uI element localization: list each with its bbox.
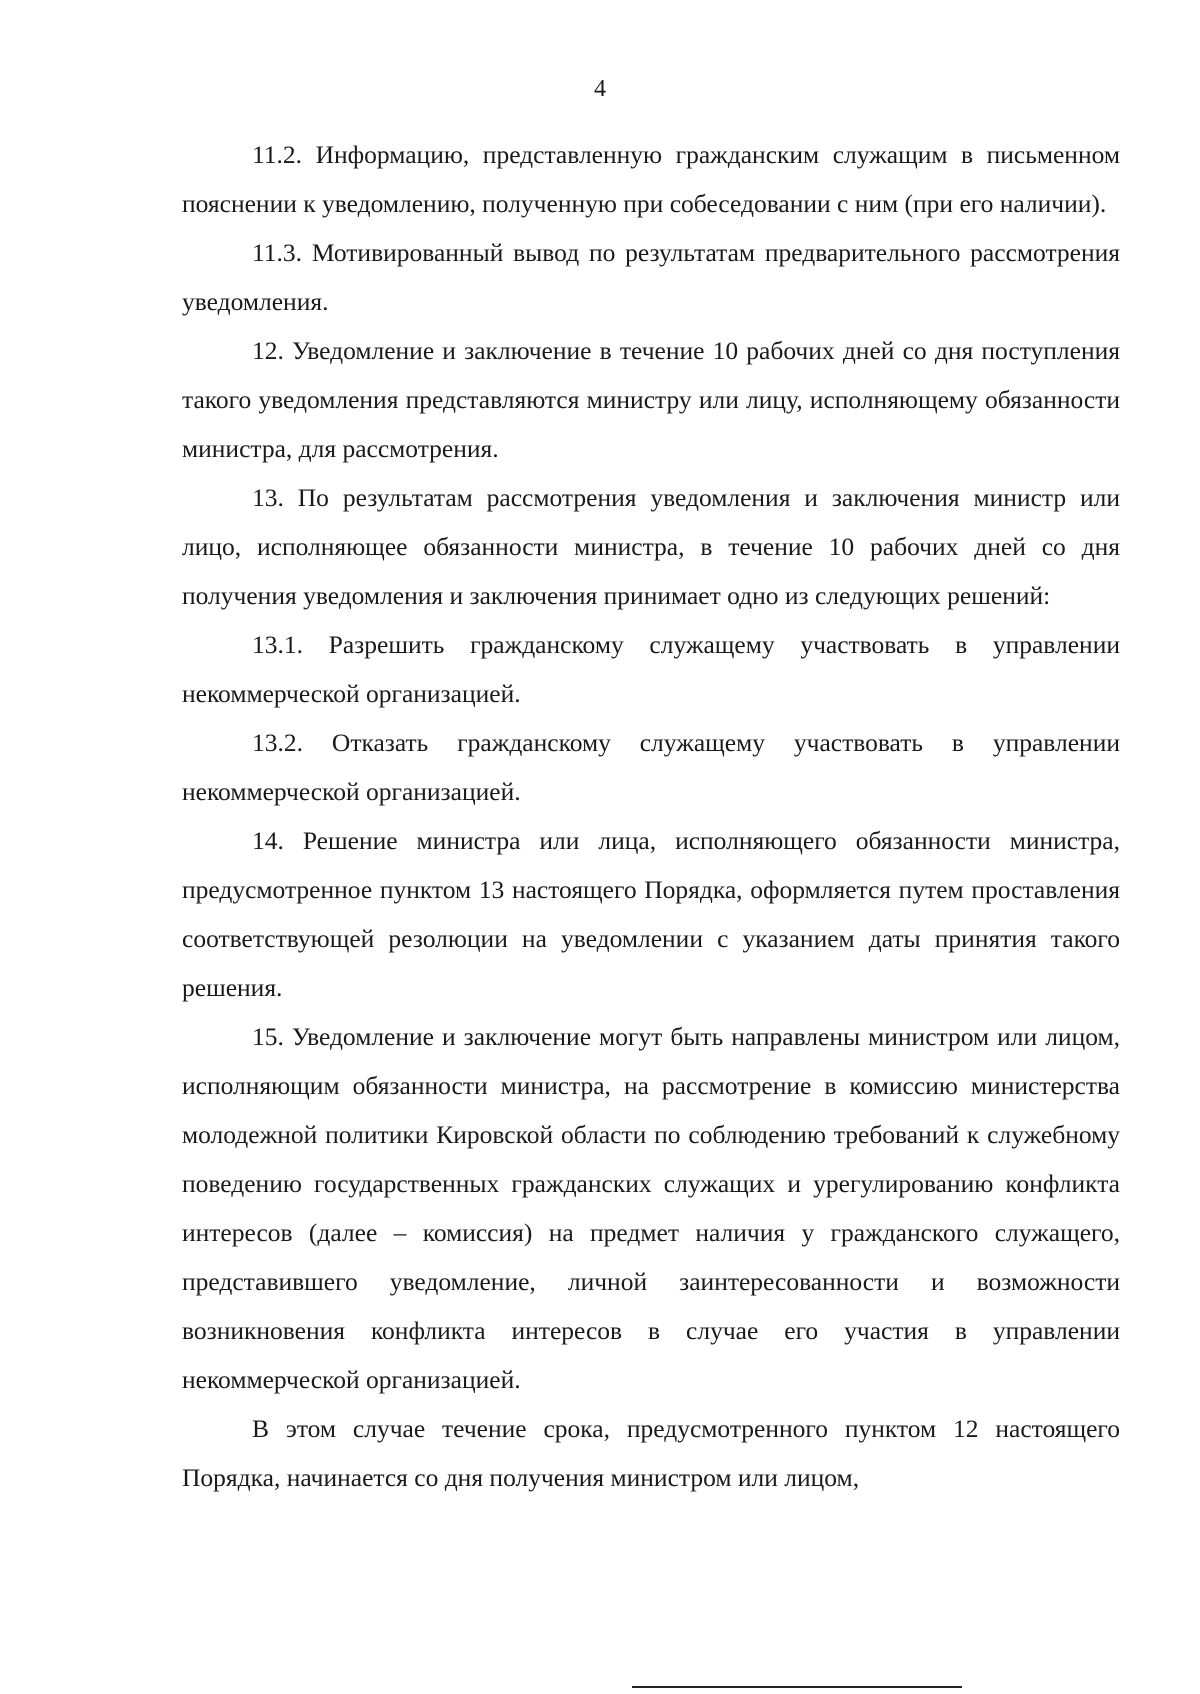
page-number: 4 bbox=[594, 76, 606, 102]
paragraph-14: 14. Решение министра или лица, исполняющего обязанности министра, предусмотренное пунктом 13 настоящего Порядка, оформляется путем проставления соответствующей резолюции на уведомлении с указанием даты принятия такого решения. bbox=[182, 826, 1120, 1002]
paragraph-13: 13. По результатам рассмотрения уведомления и заключения министр или лицо, исполняющее обязанности министра, в течение 10 рабочих дней со дня получения уведомления и заключения принимает одно из следующих решений: bbox=[182, 483, 1120, 610]
paragraph-15: 15. Уведомление и заключение могут быть направлены министром или лицом, исполняющим обязанности министра, на рассмотрение в комиссию министерства молодежной политики Кировской области по соблюдению требований к служебному поведению государственных гражданских служащих и урегулированию конфликта интересов (далее – комиссия) на предмет наличия у гражданского служащего, представившего уведомление, личной заинтересованности и возможности возникновения конфликта интересов в случае его участия в управлении некоммерческой организацией. bbox=[182, 1022, 1120, 1394]
document-body bbox=[182, 130, 1120, 1502]
paragraph-13-1: 13.1. Разрешить гражданскому служащему участвовать в управлении некоммерческой организацией. bbox=[182, 630, 1120, 708]
paragraph-11-3: 11.3. Мотивированный вывод по результатам предварительного рассмотрения уведомления. bbox=[182, 238, 1120, 316]
footer-rule bbox=[632, 1686, 962, 1688]
paragraph-11-2: 11.2. Информацию, представленную гражданским служащим в письменном пояснении к уведомлению, полученную при собеседовании с ним (при его наличии). bbox=[182, 140, 1120, 218]
paragraph-15-continued: В этом случае течение срока, предусмотренного пунктом 12 настоящего Порядка, начинается со дня получения министром или лицом, bbox=[182, 1414, 1120, 1492]
paragraph-12: 12. Уведомление и заключение в течение 10 рабочих дней со дня поступления такого уведомления представляются министру или лицу, исполняющему обязанности министра, для рассмотрения. bbox=[182, 336, 1120, 463]
paragraph-13-2: 13.2. Отказать гражданскому служащему участвовать в управлении некоммерческой организацией. bbox=[182, 728, 1120, 806]
